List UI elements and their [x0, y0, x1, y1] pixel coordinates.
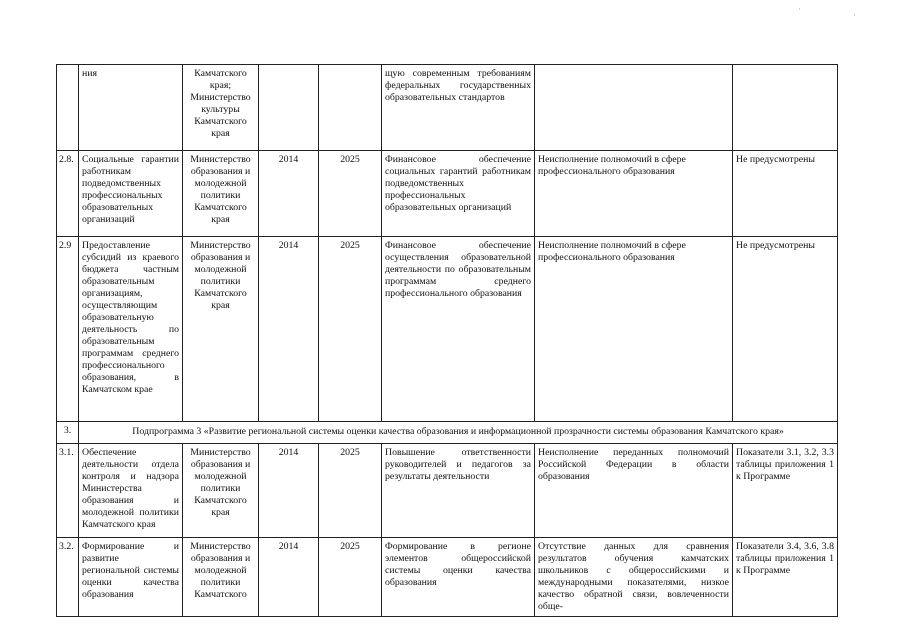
indicator-link: Не предусмотрены	[733, 237, 838, 422]
risk: Неисполнение переданных полномочий Российской Федерации в области образования	[535, 444, 733, 538]
start-year: 2014	[259, 237, 319, 422]
table-row	[57, 444, 838, 538]
measure-name: Обеспечение деятельности отдела контроля и надзора Министерства образования и молодежной политики Камчатского края	[79, 444, 183, 538]
measure-name: Формирование и развитие региональной системы оценки качества образования	[79, 538, 183, 617]
expected-result: Формирование в регионе элементов общероссийской системы оценки качества образования	[382, 538, 535, 617]
executor: Министерство образования и молодежной политики Камчатского края	[183, 151, 259, 237]
expected-result: Финансовое обеспечение социальных гарантий работникам подведомственных профессиональных образовательных организаций	[382, 151, 535, 237]
end-year: 2025	[319, 444, 382, 538]
table-row	[57, 151, 838, 237]
indicator-link: Показатели 3.1, 3.2, 3.3 таблицы приложения 1 к Программе	[733, 444, 838, 538]
executor: Министерство образования и молодежной политики Камчатского	[183, 538, 259, 617]
indicator-link: Показатели 3.4, 3.6, 3.8 таблицы приложения 1 к Программе	[733, 538, 838, 617]
measure-name: Предоставление субсидий из краевого бюджета частным образовательным организациям, осуществляющим образовательную деятельность по образовательным программам среднего профессионального образования, в Камчатском крае	[79, 237, 183, 422]
table-row	[57, 538, 838, 617]
start-year: 2014	[259, 444, 319, 538]
table-row	[57, 65, 838, 151]
end-year	[319, 65, 382, 151]
scan-mark: ·	[798, 4, 801, 14]
row-number: 2.9	[57, 237, 79, 422]
start-year	[259, 65, 319, 151]
subprogram-row	[57, 422, 838, 444]
subprogram-title: Подпрограмма 3 «Развитие региональной системы оценки качества образования и информационной прозрачности системы образования Камчатского края»	[79, 422, 838, 444]
end-year: 2025	[319, 237, 382, 422]
row-number: 3.1.	[57, 444, 79, 538]
risk: Отсутствие данных для сравнения результатов обучения камчатских школьников с общероссийскими и международными показателями, низкое качество обратной связи, вовлеченности обще-	[535, 538, 733, 617]
expected-result: Повышение ответственности руководителей и педагогов за результаты деятельности	[382, 444, 535, 538]
row-number	[57, 65, 79, 151]
subprogram-number: 3.	[57, 422, 79, 444]
indicator-link: Не предусмотрены	[733, 151, 838, 237]
table-row	[57, 237, 838, 422]
start-year: 2014	[259, 538, 319, 617]
expected-result: щую современным требованиям федеральных государственных образовательных стандартов	[382, 65, 535, 151]
risk: Неисполнение полномочий в сфере профессионального образования	[535, 151, 733, 237]
end-year: 2025	[319, 151, 382, 237]
risk	[535, 65, 733, 151]
row-number: 3.2.	[57, 538, 79, 617]
expected-result: Финансовое обеспечение осуществления образовательной деятельности по образовательным программам среднего профессионального образования	[382, 237, 535, 422]
measures-table	[56, 64, 838, 617]
risk: Неисполнение полномочий в сфере профессионального образования	[535, 237, 733, 422]
row-number: 2.8.	[57, 151, 79, 237]
executor: Министерство образования и молодежной политики Камчатского края	[183, 444, 259, 538]
scan-mark: ·	[853, 10, 856, 20]
end-year: 2025	[319, 538, 382, 617]
indicator-link	[733, 65, 838, 151]
start-year: 2014	[259, 151, 319, 237]
executor: Камчатского края; Министерство культуры Камчатского края	[183, 65, 259, 151]
measure-name: ния	[79, 65, 183, 151]
executor: Министерство образования и молодежной политики Камчатского края	[183, 237, 259, 422]
measure-name: Социальные гарантии работникам подведомственных профессиональных образовательных организаций	[79, 151, 183, 237]
